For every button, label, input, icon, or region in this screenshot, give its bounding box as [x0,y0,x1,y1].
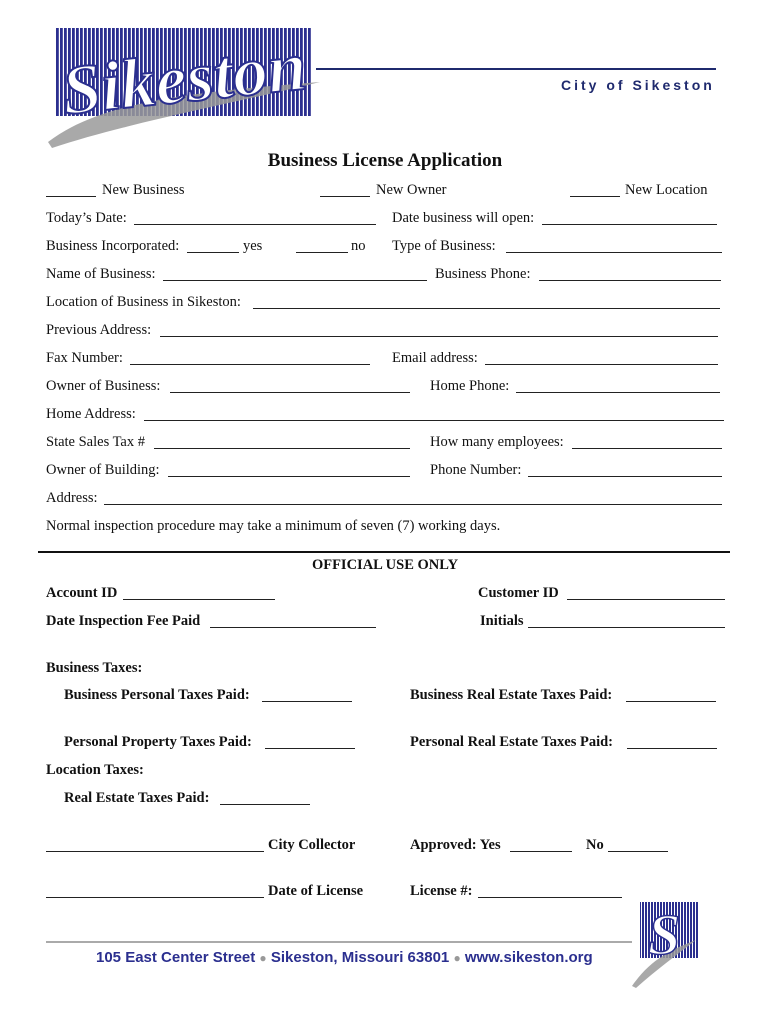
sales-tax-label: State Sales Tax # [46,434,145,450]
ret-label: Real Estate Taxes Paid: [64,790,210,806]
official-heading: OFFICIAL USE ONLY [311,557,459,573]
new-business-label: New Business [102,182,185,198]
new-location-label: New Location [625,182,708,198]
account-id-field[interactable] [123,599,275,600]
customer-id-label: Customer ID [478,585,559,601]
new-business-blank[interactable] [46,196,96,197]
header-rule [316,68,716,70]
city-collector-field[interactable] [46,851,264,852]
incorporated-yes-label: yes [243,238,263,254]
date-open-label: Date business will open: [392,210,535,226]
ret-field[interactable] [220,804,310,805]
employees-label: How many employees: [430,434,564,450]
email-label: Email address: [392,350,478,366]
bpt-label: Business Personal Taxes Paid: [64,687,250,703]
sikeston-logo [40,22,360,152]
home-address-field[interactable] [144,420,724,421]
previous-address-field[interactable] [160,336,718,337]
license-no-label: License #: [410,883,473,899]
ppt-field[interactable] [265,748,355,749]
footer-rule [46,941,632,943]
inspection-note: Normal inspection procedure may take a minimum of seven (7) working days. [46,518,501,534]
bret-field[interactable] [626,701,716,702]
date-license-field[interactable] [46,897,264,898]
svg-text:S: S [648,902,681,967]
type-of-business-label: Type of Business: [392,238,496,254]
owner-field[interactable] [170,392,410,393]
bret-label: Business Real Estate Taxes Paid: [410,687,613,703]
tagline: City of Sikeston [561,77,715,93]
phone-number-label: Phone Number: [430,462,522,478]
city-collector-label: City Collector [268,837,356,853]
account-id-label: Account ID [46,585,118,601]
pret-label: Personal Real Estate Taxes Paid: [410,734,613,750]
date-fee-label: Date Inspection Fee Paid [46,613,201,629]
address-label: Address: [46,490,98,506]
date-license-label: Date of License [268,883,364,899]
phone-number-field[interactable] [528,476,722,477]
bullet-icon: ● [453,951,461,965]
home-phone-label: Home Phone: [430,378,510,394]
bullet-icon: ● [259,951,267,965]
type-of-business-field[interactable] [506,252,722,253]
business-taxes-heading: Business Taxes: [46,660,143,676]
business-phone-field[interactable] [539,280,721,281]
date-open-field[interactable] [542,224,717,225]
s-logo-icon [630,900,702,990]
employees-field[interactable] [572,448,722,449]
incorporated-no-blank[interactable] [296,252,348,253]
owner-building-label: Owner of Building: [46,462,160,478]
license-no-field[interactable] [478,897,622,898]
footer-city: Sikeston, Missouri 63801 [270,949,450,966]
footer-street: 105 East Center Street [96,949,256,966]
owner-label: Owner of Business: [46,378,161,394]
address-field[interactable] [104,504,722,505]
bpt-field[interactable] [262,701,352,702]
email-field[interactable] [485,364,718,365]
fax-label: Fax Number: [46,350,123,366]
todays-date-label: Today’s Date: [46,210,127,226]
home-address-label: Home Address: [46,406,136,422]
approved-yes-field[interactable] [510,851,572,852]
date-fee-field[interactable] [210,627,376,628]
location-field[interactable] [253,308,720,309]
new-location-blank[interactable] [570,196,620,197]
sales-tax-field[interactable] [154,448,410,449]
approved-yes-label: Approved: Yes [410,837,501,853]
initials-label: Initials [480,613,524,629]
business-name-label: Name of Business: [46,266,156,282]
business-name-field[interactable] [163,280,427,281]
approved-no-field[interactable] [608,851,668,852]
new-owner-label: New Owner [376,182,447,198]
section-divider [38,551,730,553]
incorporated-yes-blank[interactable] [187,252,239,253]
pret-field[interactable] [627,748,717,749]
footer-address [96,949,593,967]
incorporated-no-label: no [351,238,366,254]
new-owner-blank[interactable] [320,196,370,197]
logo-text: Sikeston [58,27,311,131]
customer-id-field[interactable] [567,599,725,600]
home-phone-field[interactable] [516,392,720,393]
approved-no-label: No [586,837,604,853]
todays-date-field[interactable] [134,224,376,225]
fax-field[interactable] [130,364,370,365]
footer-website[interactable]: www.sikeston.org [464,949,593,966]
ppt-label: Personal Property Taxes Paid: [64,734,252,750]
initials-field[interactable] [528,627,725,628]
page-title: Business License Application [267,150,503,171]
incorporated-label: Business Incorporated: [46,238,180,254]
previous-address-label: Previous Address: [46,322,152,338]
owner-building-field[interactable] [168,476,410,477]
location-taxes-heading: Location Taxes: [46,762,144,778]
business-phone-label: Business Phone: [435,266,531,282]
location-label: Location of Business in Sikeston: [46,294,241,310]
